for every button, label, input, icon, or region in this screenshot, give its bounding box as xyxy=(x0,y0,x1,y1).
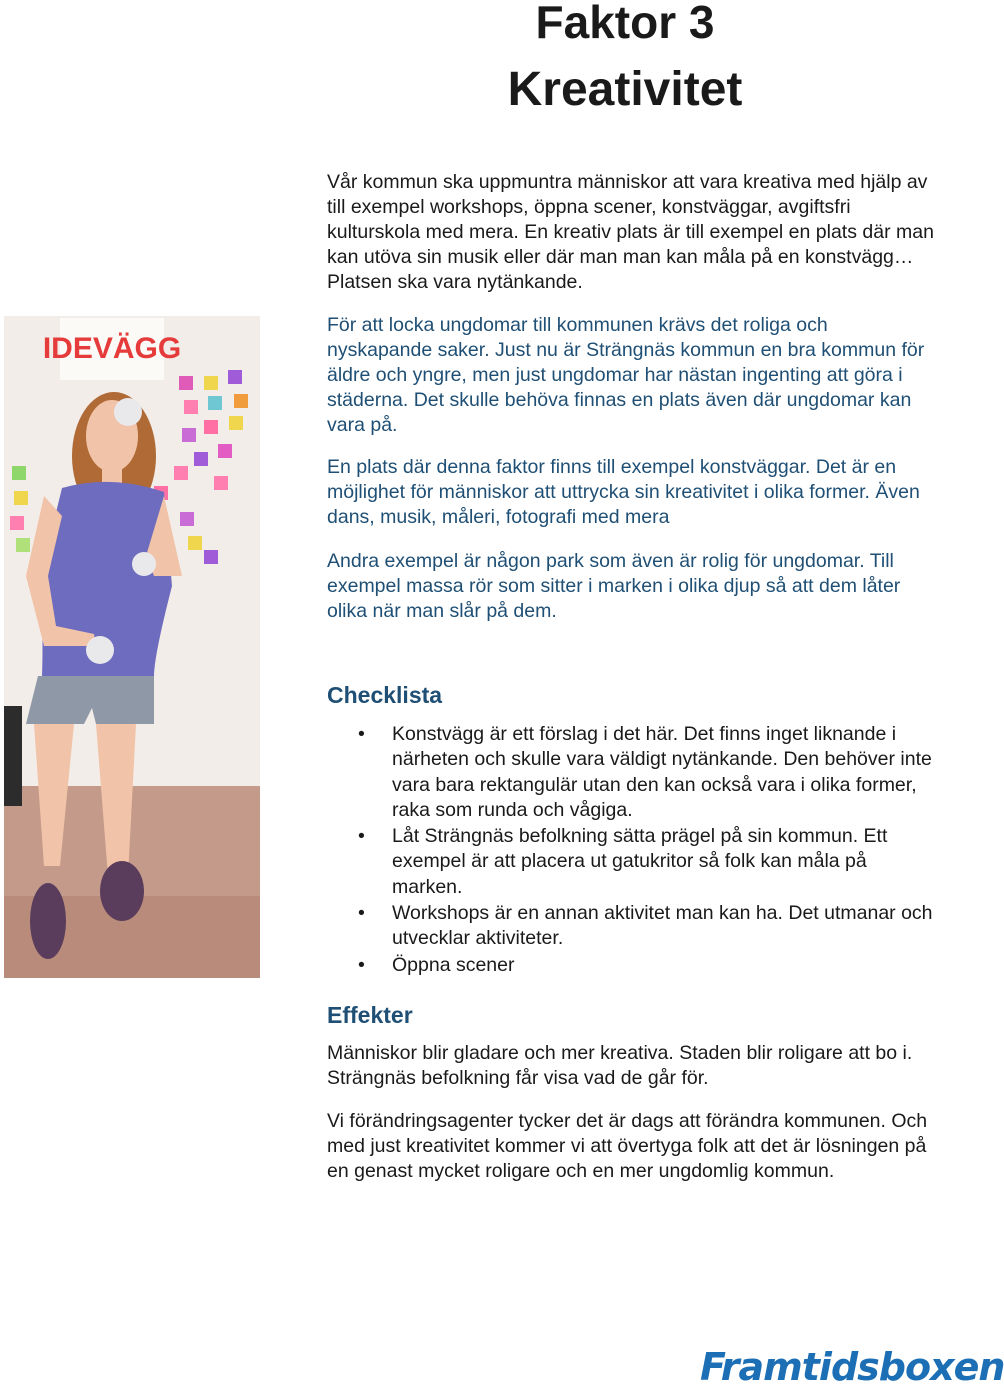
effects-paragraph-1: Människor blir gladare och mer kreativa. Staden blir roligare att bo i. Strängnäs befolkning får visa vad de går för. xyxy=(327,1042,913,1089)
checklist xyxy=(327,722,937,979)
list-item-text: Öppna scener xyxy=(392,953,515,976)
list-item-text: Konstvägg är ett förslag i det här. Det finns inget liknande i närheten och skulle vara väldigt nytänkande. Den behöver inte vara bara rektangulär utan den kan också vara i olika former, raka som runda och vågiga. xyxy=(392,723,932,821)
intro-paragraph: Vår kommun ska uppmuntra människor att vara kreativa med hjälp av till exempel workshops, öppna scener, konstväggar, avgiftsfri kulturskola med mera. En kreativ plats är till exempel en plats där man kan utöva sin musik eller där man man kan måla på en konstvägg… Platsen ska vara nytänkande. xyxy=(327,171,934,293)
list-item xyxy=(327,722,937,823)
bullet-icon: • xyxy=(358,902,365,925)
framtidsboxen-logo: Framtidsboxen xyxy=(700,1345,1004,1389)
effects-paragraph-2: Vi förändringsagenter tycker det är dags att förändra kommunen. Och med just kreativitet kommer vi att övertyga folk att det är lösningen på en genast mycket roligare och en mer ungdomlig kommun. xyxy=(327,1110,928,1182)
paragraph-example: En plats där denna faktor finns till exempel konstväggar. Det är en möjlighet för människor att uttrycka sin kreativitet i olika former. Även dans, musik, måleri, fotografi med mera xyxy=(327,456,920,528)
list-item xyxy=(327,953,937,978)
bullet-icon: • xyxy=(358,953,365,976)
juggling-photo xyxy=(4,316,260,978)
paragraph-youth: För att locka ungdomar till kommunen krävs det roliga och nyskapande saker. Just nu är Strängnäs kommun en bra kommun för äldre och yngre, men just ungdomar har nästan ingenting att göra i städerna. Det skulle behöva finnas en plats även där ungdomar kan vara på. xyxy=(327,314,925,436)
checklist-heading: Checklista xyxy=(327,682,443,708)
page-subtitle: Kreativitet xyxy=(507,63,743,116)
list-item-text: Låt Strängnäs befolkning sätta prägel på sin kommun. Ett exempel är att placera ut gatukritor så folk kan måla på marken. xyxy=(392,825,888,898)
page-title: Faktor 3 xyxy=(535,0,715,48)
effects-heading: Effekter xyxy=(327,1002,413,1028)
list-item xyxy=(327,901,937,952)
list-item xyxy=(327,824,937,900)
sign-text: IDEVÄGG xyxy=(42,332,182,365)
bullet-icon: • xyxy=(358,825,365,848)
list-item-text: Workshops är en annan aktivitet man kan ha. Det utmanar och utvecklar aktiviteter. xyxy=(392,902,933,950)
bullet-icon: • xyxy=(358,723,365,745)
paragraph-park: Andra exempel är någon park som även är rolig för ungdomar. Till exempel massa rör som sitter i marken i olika djup så att dem låter olika när man slår på dem. xyxy=(327,550,901,622)
